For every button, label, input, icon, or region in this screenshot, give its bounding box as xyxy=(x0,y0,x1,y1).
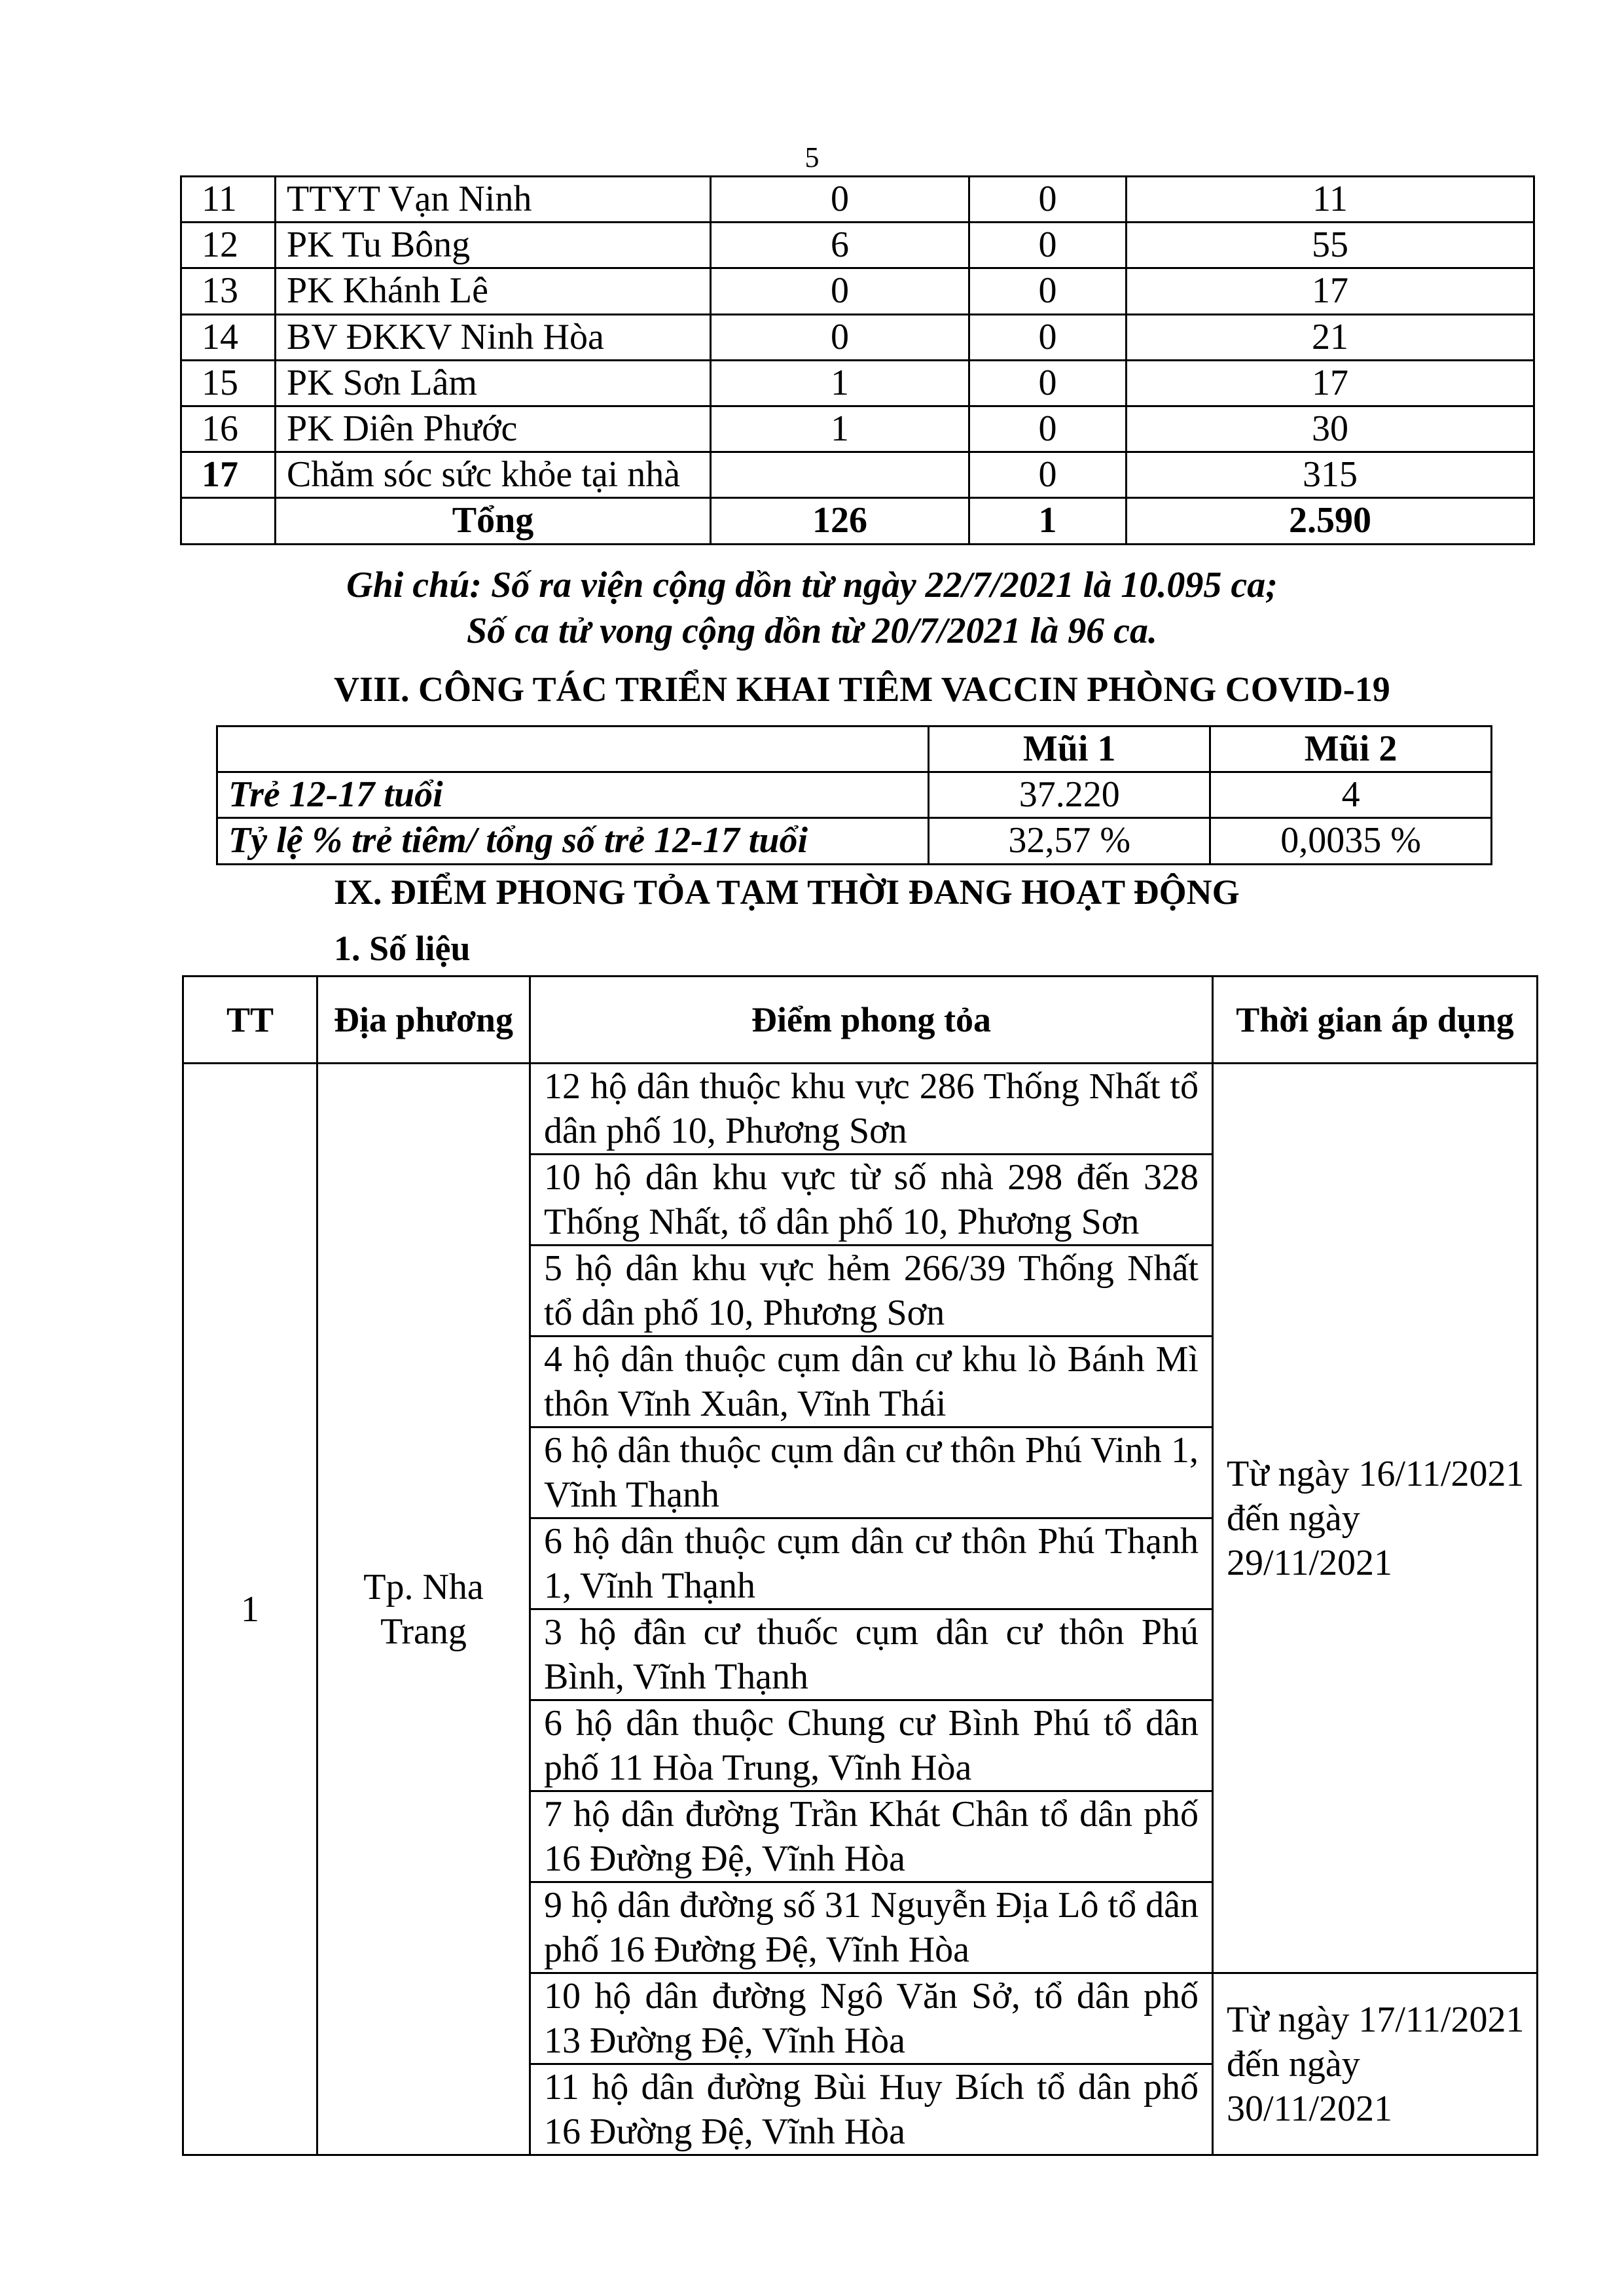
treatment-row xyxy=(181,223,1534,268)
header-tt: TT xyxy=(183,977,317,1064)
value-b: 0 xyxy=(969,452,1127,498)
total-a: 126 xyxy=(711,498,969,544)
facility-name: PK Diên Phước xyxy=(276,406,711,452)
lockdown-table xyxy=(182,975,1538,2156)
value-c: 55 xyxy=(1127,223,1534,268)
row-index: 13 xyxy=(181,268,276,314)
lockdown-point: 6 hộ dân thuộc Chung cư Bình Phú tổ dân phố 11 Hòa Trung, Vĩnh Hòa xyxy=(530,1700,1213,1791)
vaccine-header-dose2: Mũi 2 xyxy=(1210,726,1492,772)
section-viii-title: VIII. CÔNG TÁC TRIỂN KHAI TIÊM VACCIN PHÒNG COVID-19 xyxy=(334,670,1390,709)
vaccine-row-dose1: 37.220 xyxy=(929,772,1210,818)
lockdown-point: 10 hộ dân đường Ngô Văn Sở, tổ dân phố 13 Đường Đệ, Vĩnh Hòa xyxy=(530,1973,1213,2064)
section-ix-subtitle: 1. Số liệu xyxy=(334,929,471,968)
row-index: 15 xyxy=(181,360,276,406)
row-index: 11 xyxy=(181,177,276,223)
period-2: Từ ngày 17/11/2021 đến ngày 30/11/2021 xyxy=(1213,1973,1538,2155)
value-a: 0 xyxy=(711,268,969,314)
lockdown-point: 11 hộ dân đường Bùi Huy Bích tổ dân phố 16 Đường Đệ, Vĩnh Hòa xyxy=(530,2064,1213,2155)
vaccine-table xyxy=(216,725,1492,865)
note-line-1: Ghi chú: Số ra viện cộng dồn từ ngày 22/7/2021 là 10.095 ca; xyxy=(346,565,1278,605)
lockdown-point: 5 hộ dân khu vực hẻm 266/39 Thống Nhất tổ dân phố 10, Phương Sơn xyxy=(530,1246,1213,1336)
value-b: 0 xyxy=(969,268,1127,314)
row-index: 12 xyxy=(181,223,276,268)
value-a: 6 xyxy=(711,223,969,268)
row-index: 14 xyxy=(181,314,276,360)
treatment-table xyxy=(180,175,1535,545)
row-index: 16 xyxy=(181,406,276,452)
header-locality: Địa phương xyxy=(317,977,530,1064)
value-c: 11 xyxy=(1127,177,1534,223)
lockdown-point: 3 hộ đân cư thuốc cụm dân cư thôn Phú Bình, Vĩnh Thạnh xyxy=(530,1609,1213,1700)
treatment-row xyxy=(181,360,1534,406)
facility-name: PK Sơn Lâm xyxy=(276,360,711,406)
lockdown-header-row xyxy=(183,977,1538,1064)
treatment-row xyxy=(181,452,1534,498)
vaccine-header-blank xyxy=(217,726,929,772)
value-b: 0 xyxy=(969,360,1127,406)
value-c: 30 xyxy=(1127,406,1534,452)
vaccine-row-dose2: 4 xyxy=(1210,772,1492,818)
header-period: Thời gian áp dụng xyxy=(1213,977,1538,1064)
treatment-row xyxy=(181,268,1534,314)
treatment-row xyxy=(181,314,1534,360)
lockdown-point: 6 hộ dân thuộc cụm dân cư thôn Phú Thạnh 1, Vĩnh Thạnh xyxy=(530,1518,1213,1609)
treatment-row xyxy=(181,177,1534,223)
vaccine-row xyxy=(217,818,1492,864)
lockdown-row xyxy=(183,1064,1538,1155)
value-c: 315 xyxy=(1127,452,1534,498)
value-b: 0 xyxy=(969,177,1127,223)
value-c: 17 xyxy=(1127,268,1534,314)
vaccine-header-dose1: Mũi 1 xyxy=(929,726,1210,772)
value-b: 0 xyxy=(969,406,1127,452)
page-number: 5 xyxy=(804,141,820,173)
total-b: 1 xyxy=(969,498,1127,544)
section-ix-title: IX. ĐIỂM PHONG TỎA TẠM THỜI ĐANG HOẠT ĐỘNG xyxy=(334,872,1240,912)
facility-name: PK Tu Bông xyxy=(276,223,711,268)
row-index: 17 xyxy=(181,452,276,498)
facility-name: BV ĐKKV Ninh Hòa xyxy=(276,314,711,360)
lockdown-point: 10 hộ dân khu vực từ số nhà 298 đến 328 Thống Nhất, tổ dân phố 10, Phương Sơn xyxy=(530,1155,1213,1246)
value-a: 1 xyxy=(711,360,969,406)
lockdown-point: 9 hộ dân đường số 31 Nguyễn Địa Lô tổ dân phố 16 Đường Đệ, Vĩnh Hòa xyxy=(530,1882,1213,1973)
value-a: 1 xyxy=(711,406,969,452)
vaccine-row-label: Trẻ 12-17 tuổi xyxy=(217,772,929,818)
facility-name: TTYT Vạn Ninh xyxy=(276,177,711,223)
group-locality: Tp. Nha Trang xyxy=(317,1064,530,2155)
total-label: Tổng xyxy=(276,498,711,544)
total-blank xyxy=(181,498,276,544)
total-c: 2.590 xyxy=(1127,498,1534,544)
note-line-2: Số ca tử vong cộng dồn từ 20/7/2021 là 96 ca. xyxy=(467,611,1157,651)
value-c: 21 xyxy=(1127,314,1534,360)
vaccine-row xyxy=(217,772,1492,818)
vaccine-row-dose2: 0,0035 % xyxy=(1210,818,1492,864)
period-1: Từ ngày 16/11/2021 đến ngày 29/11/2021 xyxy=(1213,1064,1538,1973)
vaccine-row-dose1: 32,57 % xyxy=(929,818,1210,864)
lockdown-point: 6 hộ dân thuộc cụm dân cư thôn Phú Vinh 1, Vĩnh Thạnh xyxy=(530,1427,1213,1518)
value-c: 17 xyxy=(1127,360,1534,406)
vaccine-header-row xyxy=(217,726,1492,772)
value-b: 0 xyxy=(969,314,1127,360)
header-point: Điểm phong tỏa xyxy=(530,977,1213,1064)
treatment-total-row xyxy=(181,498,1534,544)
lockdown-point: 4 hộ dân thuộc cụm dân cư khu lò Bánh Mì thôn Vĩnh Xuân, Vĩnh Thái xyxy=(530,1336,1213,1427)
lockdown-point: 12 hộ dân thuộc khu vực 286 Thống Nhất tổ dân phố 10, Phương Sơn xyxy=(530,1064,1213,1155)
value-a: 0 xyxy=(711,177,969,223)
value-b: 0 xyxy=(969,223,1127,268)
value-a xyxy=(711,452,969,498)
lockdown-point: 7 hộ dân đường Trần Khát Chân tổ dân phố 16 Đường Đệ, Vĩnh Hòa xyxy=(530,1791,1213,1882)
facility-name: Chăm sóc sức khỏe tại nhà xyxy=(276,452,711,498)
vaccine-row-label: Tỷ lệ % trẻ tiêm/ tổng số trẻ 12-17 tuổi xyxy=(217,818,929,864)
treatment-row xyxy=(181,406,1534,452)
facility-name: PK Khánh Lê xyxy=(276,268,711,314)
group-index: 1 xyxy=(183,1064,317,2155)
value-a: 0 xyxy=(711,314,969,360)
